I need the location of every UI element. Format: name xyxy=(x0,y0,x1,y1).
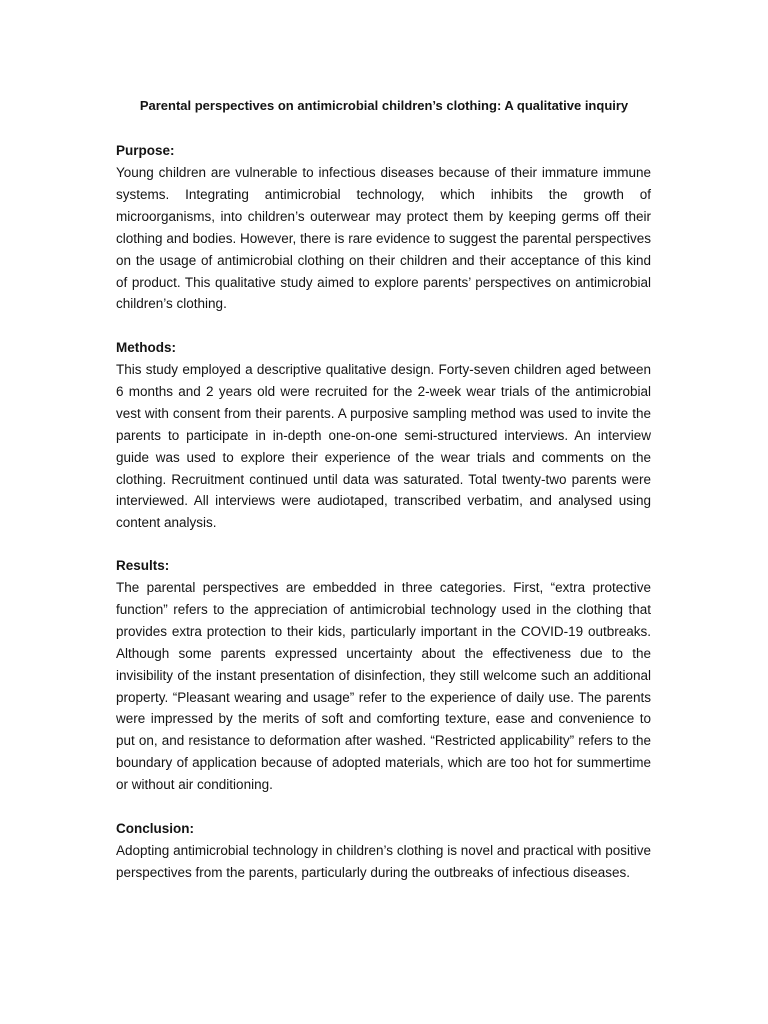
results-section xyxy=(116,555,651,796)
methods-heading: Methods: xyxy=(116,340,176,355)
methods-section xyxy=(116,337,651,534)
results-text: The parental perspectives are embedded in three categories. First, “extra protective function” refers to the appreciation of antimicrobial technology used in the clothing that provides extra protection to their kids, particularly important in the COVID-19 outbreaks. Although some parents expressed uncertainty about the effectiveness due to the invisibility of the instant presentation of disinfection, they still welcome such an additional property. “Pleasant wearing and usage” refer to the experience of daily use. The parents were impressed by the merits of soft and comforting texture, ease and convenience to put on, and resistance to deformation after washed. “Restricted applicability” refers to the boundary of application because of adopted materials, which are too hot for summertime or without air conditioning. xyxy=(116,580,651,793)
results-heading: Results: xyxy=(116,558,170,573)
conclusion-heading: Conclusion: xyxy=(116,821,194,836)
document-title: Parental perspectives on antimicrobial children’s clothing: A qualitative inquiry xyxy=(139,98,629,113)
purpose-section xyxy=(116,140,651,315)
conclusion-text: Adopting antimicrobial technology in children’s clothing is novel and practical with positive perspectives from the parents, particularly during the outbreaks of infectious diseases. xyxy=(116,843,651,880)
methods-text: This study employed a descriptive qualitative design. Forty-seven children aged between 6 months and 2 years old were recruited for the 2-week wear trials of the antimicrobial vest with consent from their parents. A purposive sampling method was used to invite the parents to participate in in-depth one-on-one semi-structured interviews. An interview guide was used to explore their experience of the wear trials and comments on the clothing. Recruitment continued until data was saturated. Total twenty-two parents were interviewed. All interviews were audiotaped, transcribed verbatim, and analysed using content analysis. xyxy=(116,362,651,531)
purpose-heading: Purpose: xyxy=(116,143,175,158)
conclusion-section xyxy=(116,818,651,884)
purpose-text: Young children are vulnerable to infectious diseases because of their immature immune systems. Integrating antimicrobial technology, which inhibits the growth of microorganisms, into children’s outerwear may protect them by keeping germs off their clothing and bodies. However, there is rare evidence to suggest the parental perspectives on the usage of antimicrobial clothing on their children and their acceptance of this kind of product. This qualitative study aimed to explore parents’ perspectives on antimicrobial children’s clothing. xyxy=(116,165,651,312)
